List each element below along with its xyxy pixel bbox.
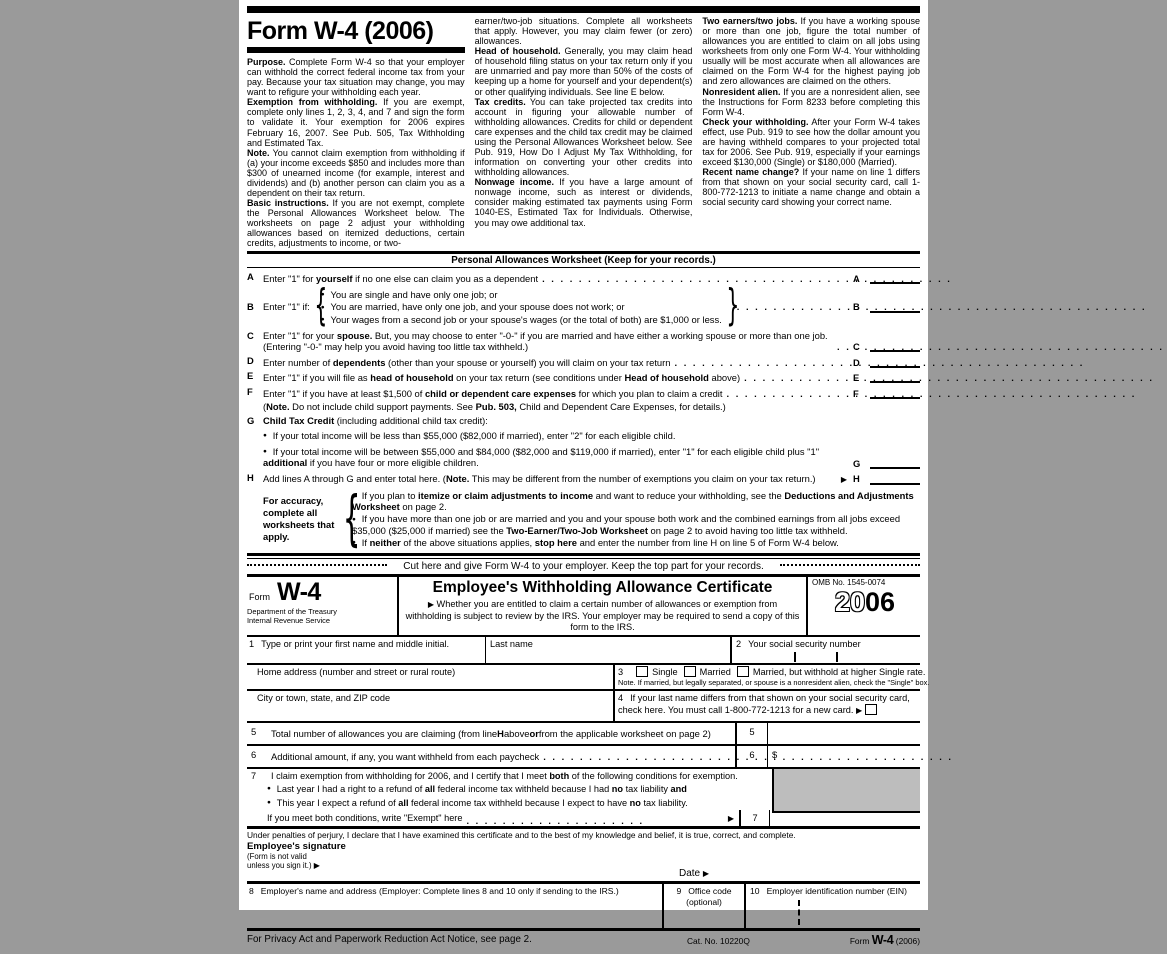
line-number: 6 [251,748,257,760]
paragraph-text: If you have a working spouse or more than one job, figure the total number of allowances you are entitled to claim on all jobs using worksheets from only one Form W-4. Your withholding usually will be most accurate when all allowances are claimed on the Form W-4 for the highest paying job and zero allowances are claimed on the others. [702,16,921,87]
instruction-paragraph [475,46,693,96]
form-year: 2006 [834,587,896,618]
accuracy-item: ● If you have more than one job or are married and you and your spouse both work and the combined earnings from all jobs exceed $35,000 ($25,000 if married) see the Two-Earner/Two-Job Worksheet on page 2 to avoid having too little tax withheld. [352,513,920,536]
exemption-condition: ● This year I expect a refund of all federal income tax withheld because I expect to have no tax liability. [267,798,688,808]
instruction-paragraph [702,87,920,117]
arrow-right-icon [728,813,734,823]
married-higher-rate-label: Married, but withhold at higher Single rate. [752,666,926,677]
line-letter: D [247,354,254,366]
certificate-title: Employee's Withholding Allowance Certificate [432,579,773,597]
line-5-box-number: 5 [735,723,768,744]
worksheet-line-G-bullet-1 [247,429,920,442]
worksheet-heading [247,251,920,268]
page-footer [247,928,920,954]
form-identity-block [247,577,399,635]
dept-irs: Internal Revenue Service [247,616,330,626]
signature-field[interactable] [377,845,660,877]
line-letter: F [247,385,253,397]
date-field[interactable] [727,863,920,879]
line-letter: H [247,471,254,483]
line-letter-right: H [853,473,860,485]
home-address-label: Home address (number and street or rural route) [257,666,456,677]
ssn-divider [794,652,796,662]
signature-block [247,841,920,881]
brace-open-icon [310,286,321,327]
cut-dashes-left [247,563,387,566]
arrow-right-icon [841,473,847,485]
paragraph-heading: Basic instructions. [247,198,329,209]
worksheet-title: Personal Allowances Worksheet [451,255,602,267]
line-letter-right: D [853,356,860,368]
omb-number: OMB No. 1545-0074 [812,578,886,588]
entry-line-B[interactable] [870,300,920,313]
city-state-zip-field[interactable] [247,691,613,721]
accuracy-item: ● If neither of the above situations applies, stop here and enter the number from line H on line 5 of Form W-4 below. [352,537,920,548]
paragraph-text: earner/two-job situations. Complete all worksheets that apply. However, you may claim fewer (or zero) allowances. [474,16,693,47]
city-state-zip-label: City or town, state, and ZIP code [257,692,391,703]
paragraph-text: If you are exempt, complete only lines 1, 2, 3, 4, and 7 and sign the form to validate it. Your exemption for 2006 expires February 16, 2007. See Pub. 505, Tax Withholding and Estimated Tax. [247,97,465,148]
worksheet-line-G [247,415,920,426]
married-checkbox[interactable] [684,666,696,677]
instruction-paragraph [247,57,465,97]
paragraph-text: If you are a nonresident alien, see the Instructions for Form 8233 before completing this Form W-4. [702,86,921,117]
withholding-certificate [247,574,930,954]
paragraph-heading: Recent name change? [702,167,800,178]
entry-line-F[interactable] [870,386,920,399]
paragraph-heading: Purpose. [247,57,286,67]
worksheet-line-B [247,286,920,327]
instruction-paragraph [475,16,693,46]
single-label: Single [652,666,678,677]
additional-amount-field[interactable] [768,746,920,767]
dot-leader [674,357,849,368]
line-7-intro: I claim exemption from withholding for 2006, and I certify that I meet both of the following conditions for exemption. [271,770,738,781]
line-text: Enter "1" if you have at least $1,500 of child or dependent care expenses for which you plan to claim a credit [263,387,723,399]
form-number: W-4 [277,578,321,607]
row-employer [247,881,920,928]
accuracy-instructions [247,489,920,549]
dot-leader [737,301,849,312]
accuracy-item: ● If you plan to itemize or claim adjustments to income and want to reduce your withholding, see the Deductions and Adjustments Worksheet on page 2. [352,490,920,513]
line-text: Enter number of dependents (other than your spouse or yourself) you will claim on your tax return [263,356,671,368]
page-title: Form W-4 (2006) [247,17,434,45]
arrow-right-icon [428,599,434,609]
personal-allowances-worksheet [247,271,920,549]
instruction-paragraph [702,16,920,87]
condition-item: ● You are single and have only one job; or [321,289,722,300]
line-letter-right: F [853,387,859,399]
entry-line-C[interactable] [870,339,920,352]
dot-leader [744,372,849,383]
paragraph-heading: Tax credits. [474,96,526,107]
line-number: 7 [251,770,257,781]
instructions-col-3 [702,16,920,248]
line-B-conditions [321,288,722,326]
line-number: 5 [251,725,257,737]
paragraph-heading: Nonwage income. [474,177,554,188]
paragraph-heading: Nonresident alien. [702,86,781,97]
line-text: Enter "1" if you will file as head of household on your tax return (see conditions under Head of household above) [263,372,741,384]
line-letter: E [247,370,254,382]
dot-leader [542,273,849,284]
married-higher-rate-checkbox[interactable] [737,666,749,677]
line-7-box-number: 7 [739,810,770,826]
accuracy-bullets [352,489,920,549]
cut-here-text: Cut here and give Form W-4 to your employer. Keep the top part for your records. [403,561,764,573]
cut-here-row [247,561,920,572]
row-line-7 [247,767,920,826]
form-w4-page [239,0,930,947]
instruction-paragraph [247,198,465,248]
line-text: Add lines A through G and enter total here. (Note. This may be different from the number of exemptions you claim on your tax return.) [263,473,816,485]
row-home-address [247,663,930,689]
paragraph-heading: Head of household. [474,46,561,57]
line-letter: B [247,301,254,313]
worksheet-line-G-bullet-2 [247,445,920,470]
home-address-field[interactable] [247,665,613,689]
ein-divider [798,900,800,925]
office-code-field[interactable]: 9 Office code (optional) [662,884,744,928]
form-word: Form [249,592,270,603]
line-G-condition: ● If your total income will be between $55,000 and $84,000 ($82,000 and $119,000 if married), enter "1" for each eligible child plus "1" additional if you have four or more eligible children. [263,446,847,469]
worksheet-line-F-note [247,401,920,412]
top-rule [247,6,920,13]
line-letter: C [247,329,254,341]
worksheet-line-C [247,330,920,353]
arrow-right-icon [314,861,320,870]
instruction-paragraph [702,117,920,167]
line-6-text: Additional amount, if any, you want withheld from each paycheck . . . [271,746,735,767]
dollar-sign: $ [772,748,778,760]
line-G-condition: ● If your total income will be less than $55,000 ($82,000 if married), enter "2" for each eligible child. [263,430,675,441]
paragraph-text: You cannot claim exemption from withholding if (a) your income exceeds $850 and includes more than $300 of unearned income (for example, interest and dividends) and (b) another person can claim you as a dependent on their tax return. [247,147,465,199]
exemption-condition: ● Last year I had a right to a refund of all federal income tax withheld because I had no tax liability and [267,784,687,794]
dot-leader [543,751,731,762]
row-line-5 [247,721,920,744]
line-text: Enter "1" for your spouse. But, you may choose to enter "-0-" if you are married and have either a working spouse or more than one job. (Entering "-0-" may help you avoid having too little tax withheld.) [263,329,828,353]
ssn-divider [836,652,838,662]
certificate-subtitle: ▶ Whether you are entitled to claim a certain number of allowances or exemption from withholding is subject to review by the IRS. Your employer may be required to send a copy of this form to the IRS. [405,599,800,634]
name-differs-text: If your last name differs from that shown on your social security card, check here. You must call 1-800-772-1213 for a new card. [618,692,910,716]
worksheet-line-E [247,370,920,383]
line-5-text: Total number of allowances you are claiming (from line H above or from the applicable worksheet on page 2) [271,727,711,739]
first-name-label: Type or print your first name and middle initial. [261,638,450,649]
office-code-optional: (optional) [686,896,722,907]
instructions-col-1 [247,16,465,248]
entry-line-D[interactable] [870,355,920,368]
instruction-paragraph [247,148,465,198]
date-label: Date ▶ [679,868,709,879]
marital-status-note: Note. If married, but legally separated, or spouse is a nonresident alien, check the "Single" box. [618,677,930,687]
paragraph-heading: Two earners/two jobs. [702,16,798,26]
paragraph-text: You can take projected tax credits into account in figuring your allowable number of withholding allowances. Credits for child or dependent care expenses and the child tax credit may be claimed using the Personal Allowances Worksheet below. See Pub. 919, How Do I Adjust My Tax Withholding, for information on converting your other credits into withholding allowances. [474,96,693,178]
omb-year-block [806,577,920,635]
line-text: Child Tax Credit (including additional child tax credit): [263,415,488,427]
instruction-paragraph [475,97,693,178]
paragraph-text: Complete Form W-4 so that your employer can withhold the correct federal income tax from your pay. Because your tax situation may change, you may want to refigure your withholding each year. [247,57,465,98]
paragraph-text: If you are not exempt, complete the Personal Allowances Worksheet below. The worksheets on page 2 adjust your withholding allowances based on itemized deductions, certain credits, adjustments to income, or two- [247,198,465,249]
worksheet-line-D [247,355,920,368]
signature-note-2: unless you sign it.) ▶ [247,861,920,871]
dot-leader [727,388,850,399]
ssn-label: Your social security number [748,638,861,649]
employee-signature-label: Employee's signature [247,840,346,852]
accuracy-label: For accuracy, complete all worksheets that apply. [263,495,335,542]
exempt-text: If you meet both conditions, write "Exempt" here [267,812,463,823]
line-letter-right: C [853,341,860,353]
allowances-entry-field[interactable] [768,723,920,744]
entry-line-H[interactable] [870,472,920,485]
name-differs-cell: 4 If your last name differs from that shown on your social security card, check here. You must call 1-800-772-1213 for a new card. ▶ [613,691,920,721]
instructions-col-2 [475,16,693,248]
paragraph-heading: Exemption from withholding. [247,97,378,108]
employer-name-address-field[interactable]: 8 Employer's name and address (Employer: Complete lines 8 and 10 only if sending to the IRS.) [247,884,662,928]
entry-line-E[interactable] [870,370,920,383]
paragraph-heading: Check your withholding. [702,116,809,127]
certificate-header [247,577,920,635]
certificate-title-block [399,577,806,635]
condition-item: ● Your wages from a second job or your spouse's wages (or the total of both) are $1,000 or less. [321,314,722,325]
single-checkbox[interactable] [636,666,648,677]
brace-close-icon [722,286,733,327]
signature-note-1: (Form is not valid [247,851,307,861]
ein-field[interactable]: 10 Employer identification number (EIN) [744,884,920,928]
dept-treasury: Department of the Treasury [247,607,337,617]
line-note: (Note. Do not include child support payments. See Pub. 503, Child and Dependent Care Expenses, for details.) [263,401,726,413]
shaded-noentry-box [772,769,920,813]
instruction-paragraph [247,97,465,147]
paragraph-text: After your Form W-4 takes effect, use Pub. 919 to see how the dollar amount you are having withheld compares to your projected total tax for 2006. See Pub. 919, especially if your earnings exceed $130,000 (Single) or $180,000 (Married). [702,116,921,168]
worksheet-title-note: (Keep for your records.) [604,255,716,267]
line-text: Enter "1" for yourself if no one else can claim you as a dependent [263,272,539,284]
entry-line-A[interactable] [870,271,920,284]
title-rule [247,47,465,53]
line-letter: A [247,270,254,282]
instructions-block [247,16,920,248]
paragraph-text: If your name on line 1 differs from that shown on your social security card, call 1-800-772-1213 to initiate a name change and obtain a social security card showing your correct name. [702,167,921,208]
row-line-6 [247,744,920,767]
last-name-field[interactable] [485,637,730,663]
brace-open-icon [337,491,348,546]
worksheet-line-F [247,386,920,399]
paragraph-text: If you have a large amount of nonwage income, such as interest or dividends, consider making estimated tax payments using Form 1040-ES, Estimated Tax for Individuals. Otherwise, you may owe additional tax. [474,177,693,228]
dot-leader [466,816,723,826]
married-label: Married [699,666,731,677]
perjury-statement: Under penalties of perjury, I declare that I have examined this certificate and to the best of my knowledge and belief, it is true, correct, and complete. [247,826,920,840]
arrow-right-icon [703,868,709,879]
worksheet-line-A [247,271,920,284]
first-name-field[interactable]: 1 Type or print your first name and middle initial. [249,638,450,649]
instruction-paragraph [702,167,920,207]
entry-line-G[interactable] [870,456,920,469]
row-city-state-zip [247,689,920,721]
line-letter-right: E [853,372,860,384]
line-letter-right: G [853,457,861,469]
catalog-number: Cat. No. 10220Q [687,935,750,946]
row-name-ssn [247,635,920,663]
ein-label: Employer identification number (EIN) [766,885,907,896]
line-6-box-number: 6 [735,746,768,767]
line-letter: G [247,415,255,427]
privacy-act-notice: For Privacy Act and Paperwork Reduction Act Notice, see page 2. [247,933,532,945]
line-text: Enter "1" if: [263,301,310,313]
cut-dashes-right [780,563,920,566]
instruction-paragraph [475,177,693,227]
last-name-label: Last name [490,638,533,649]
office-code-label: Office code [688,885,732,896]
employer-name-address-label: Employer's name and address (Employer: Complete lines 8 and 10 only if sending to the IRS.) [260,885,619,896]
name-differs-checkbox[interactable] [865,704,877,715]
paragraph-text: Generally, you may claim head of household filing status on your tax return only if you are unmarried and pay more than 50% of the costs of keeping up a home for yourself and your dependent(s) or other qualifying individuals. See line E below. [474,46,693,97]
ssn-field[interactable]: 2 Your social security number [730,637,920,663]
paragraph-heading: Note. [247,147,270,158]
line-letter-right: B [853,301,860,313]
line-letter-right: A [853,272,860,284]
footer-form-id: Form W-4 (2006) [849,932,920,947]
marital-status-cell: 3 Single Married Married, but withhold at higher Single rate. Note. If married, but legally separated, or spouse is a nonresident alien, check the "Single" box. [613,665,932,689]
dot-leader [837,341,849,352]
condition-item: ● You are married, have only one job, and your spouse does not work; or [321,301,722,312]
arrow-right-icon [856,705,862,715]
